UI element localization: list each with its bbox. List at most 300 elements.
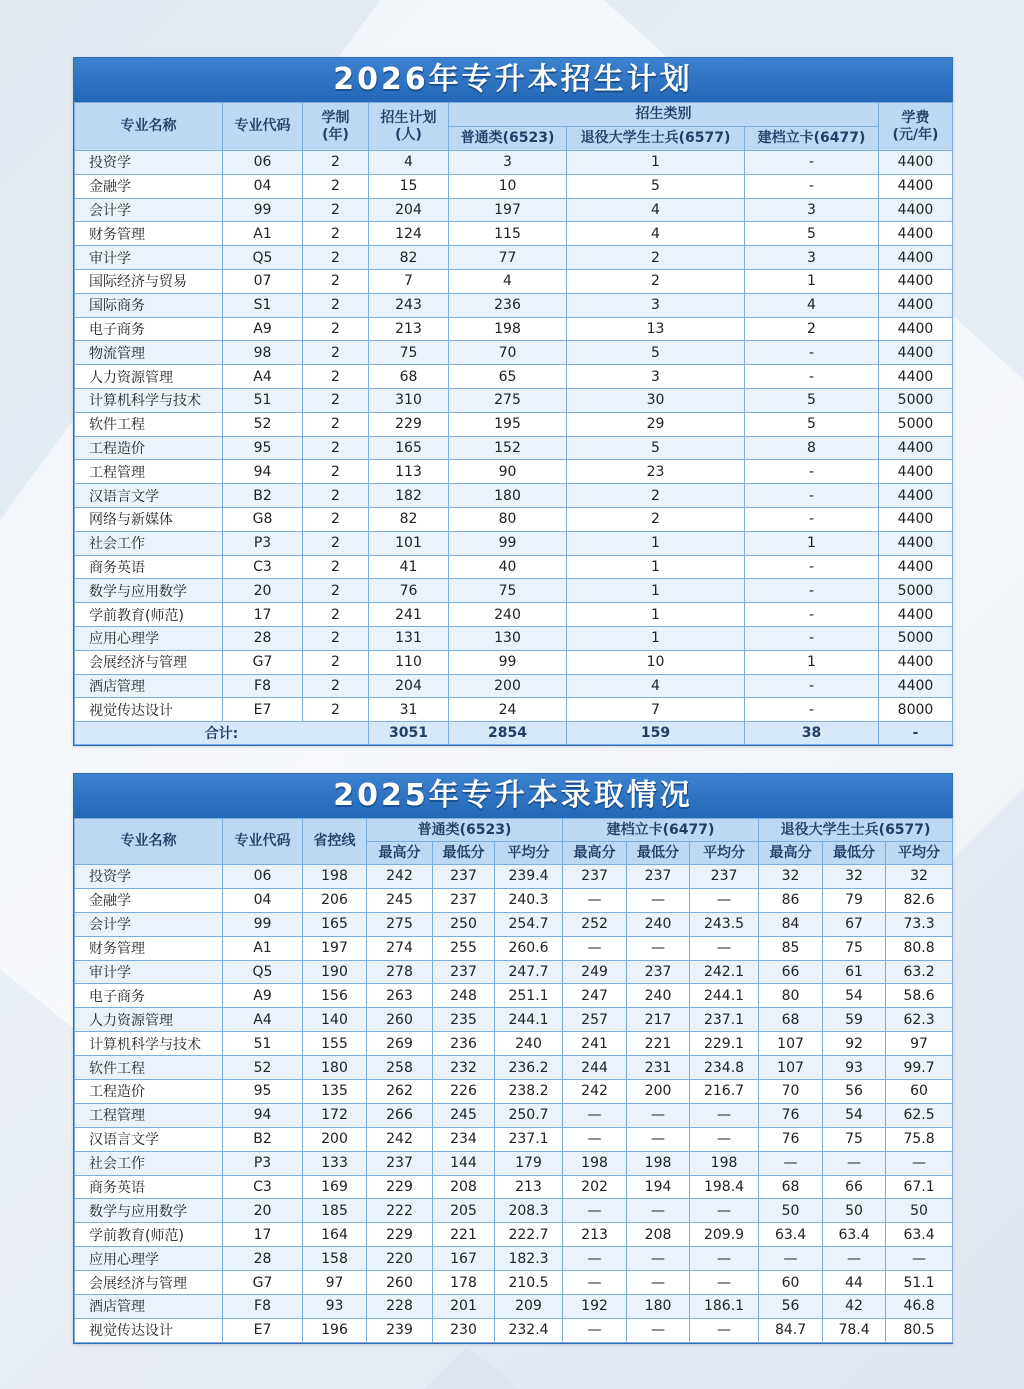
- cell-general: 115: [449, 222, 567, 246]
- cell-poverty-avg: 243.5: [690, 912, 759, 936]
- cell-general-avg: 179: [495, 1151, 563, 1175]
- table-row: [75, 317, 953, 341]
- cell-control-line: 190: [303, 960, 367, 984]
- cell-general-max: 220: [367, 1247, 433, 1271]
- cell-tuition: 4400: [879, 603, 953, 627]
- cell-control-line: 197: [303, 936, 367, 960]
- cell-major-code: S1: [223, 293, 303, 317]
- table-row: [75, 865, 953, 889]
- cell-veteran-min: 44: [823, 1271, 886, 1295]
- cell-poverty-min: —: [627, 936, 690, 960]
- cell-major-name: 财务管理: [75, 936, 223, 960]
- cell-veteran-max: 86: [759, 888, 823, 912]
- cell-quota: 229: [369, 412, 449, 436]
- cell-tuition: 4400: [879, 674, 953, 698]
- cell-veteran-avg: 32: [886, 865, 953, 889]
- cell-veteran-avg: 60: [886, 1080, 953, 1104]
- header-general: 普通类(6523): [367, 819, 563, 842]
- cell-veteran: 5: [567, 341, 745, 365]
- cell-quota: 310: [369, 388, 449, 412]
- cell-poverty-min: 240: [627, 912, 690, 936]
- cell-tuition: 4400: [879, 293, 953, 317]
- cell-poverty: 1: [745, 269, 879, 293]
- table-row: [75, 626, 953, 650]
- cell-veteran-avg: 80.5: [886, 1318, 953, 1342]
- cell-poverty-max: 257: [563, 1008, 627, 1032]
- cell-veteran: 2: [567, 507, 745, 531]
- cell-poverty-avg: —: [690, 936, 759, 960]
- table-row: [75, 484, 953, 508]
- cell-tuition: 5000: [879, 579, 953, 603]
- header-avg: 平均分: [495, 842, 563, 865]
- cell-veteran-min: 56: [823, 1080, 886, 1104]
- cell-general-min: 248: [433, 984, 495, 1008]
- total-quota: 3051: [369, 722, 449, 745]
- cell-poverty-avg: 237: [690, 865, 759, 889]
- cell-tuition: 4400: [879, 555, 953, 579]
- cell-veteran-min: 75: [823, 936, 886, 960]
- table-row: [75, 1223, 953, 1247]
- cell-general: 24: [449, 698, 567, 722]
- cell-veteran-max: 68: [759, 1008, 823, 1032]
- cell-control-line: 156: [303, 984, 367, 1008]
- cell-general: 180: [449, 484, 567, 508]
- table-row: [75, 436, 953, 460]
- cell-quota: 131: [369, 626, 449, 650]
- cell-general-max: 229: [367, 1175, 433, 1199]
- cell-poverty-avg: —: [690, 1103, 759, 1127]
- cell-major-code: Q5: [223, 246, 303, 270]
- cell-major-code: B2: [223, 1127, 303, 1151]
- cell-general-min: 255: [433, 936, 495, 960]
- cell-general-avg: 247.7: [495, 960, 563, 984]
- cell-major-code: A1: [223, 222, 303, 246]
- cell-general-min: 167: [433, 1247, 495, 1271]
- cell-poverty-max: 242: [563, 1080, 627, 1104]
- enrollment-plan-table: [74, 102, 953, 745]
- cell-general-avg: 240.3: [495, 888, 563, 912]
- cell-duration: 2: [303, 412, 369, 436]
- cell-veteran-avg: —: [886, 1247, 953, 1271]
- header-general: 普通类(6523): [449, 127, 567, 151]
- cell-poverty: 5: [745, 222, 879, 246]
- cell-major-name: 会展经济与管理: [75, 650, 223, 674]
- cell-poverty-max: —: [563, 1127, 627, 1151]
- cell-general-min: 205: [433, 1199, 495, 1223]
- cell-veteran-min: 66: [823, 1175, 886, 1199]
- cell-quota: 243: [369, 293, 449, 317]
- cell-general: 197: [449, 198, 567, 222]
- cell-duration: 2: [303, 365, 369, 389]
- cell-control-line: 158: [303, 1247, 367, 1271]
- cell-veteran-avg: 80.8: [886, 936, 953, 960]
- cell-major-name: 工程管理: [75, 460, 223, 484]
- cell-veteran-max: 76: [759, 1127, 823, 1151]
- header-category: 招生类别: [449, 103, 879, 127]
- header-max: 最高分: [759, 842, 823, 865]
- cell-control-line: 169: [303, 1175, 367, 1199]
- cell-major-code: 94: [223, 460, 303, 484]
- cell-general: 275: [449, 388, 567, 412]
- cell-veteran-avg: 58.6: [886, 984, 953, 1008]
- cell-duration: 2: [303, 341, 369, 365]
- cell-general: 195: [449, 412, 567, 436]
- cell-veteran-max: 84.7: [759, 1318, 823, 1342]
- cell-duration: 2: [303, 698, 369, 722]
- cell-general-min: 237: [433, 888, 495, 912]
- cell-poverty-min: 237: [627, 865, 690, 889]
- cell-poverty: -: [745, 555, 879, 579]
- cell-veteran: 7: [567, 698, 745, 722]
- cell-poverty-min: 217: [627, 1008, 690, 1032]
- cell-poverty-avg: —: [690, 1127, 759, 1151]
- cell-duration: 2: [303, 484, 369, 508]
- cell-major-name: 软件工程: [75, 412, 223, 436]
- cell-poverty-max: 237: [563, 865, 627, 889]
- cell-poverty-min: 221: [627, 1032, 690, 1056]
- cell-general: 3: [449, 151, 567, 175]
- cell-major-code: 04: [223, 174, 303, 198]
- cell-major-name: 汉语言文学: [75, 1127, 223, 1151]
- cell-poverty: 2: [745, 317, 879, 341]
- cell-general-min: 221: [433, 1223, 495, 1247]
- cell-poverty: -: [745, 174, 879, 198]
- cell-general-avg: 222.7: [495, 1223, 563, 1247]
- cell-poverty-min: 180: [627, 1295, 690, 1319]
- cell-poverty: 3: [745, 246, 879, 270]
- cell-veteran: 4: [567, 198, 745, 222]
- cell-major-code: E7: [223, 698, 303, 722]
- cell-general-min: 237: [433, 865, 495, 889]
- cell-general-max: 260: [367, 1008, 433, 1032]
- cell-quota: 41: [369, 555, 449, 579]
- table-row: [75, 650, 953, 674]
- cell-major-name: 金融学: [75, 174, 223, 198]
- cell-major-code: A9: [223, 317, 303, 341]
- cell-control-line: 164: [303, 1223, 367, 1247]
- cell-quota: 124: [369, 222, 449, 246]
- cell-general-max: 229: [367, 1223, 433, 1247]
- table-row: [75, 1175, 953, 1199]
- cell-poverty-max: 249: [563, 960, 627, 984]
- table-row: [75, 269, 953, 293]
- cell-general: 236: [449, 293, 567, 317]
- cell-general-max: 275: [367, 912, 433, 936]
- header-veteran: 退役大学生士兵(6577): [759, 819, 953, 842]
- cell-general-min: 208: [433, 1175, 495, 1199]
- cell-veteran-max: 56: [759, 1295, 823, 1319]
- cell-major-name: 投资学: [75, 151, 223, 175]
- cell-major-name: 计算机科学与技术: [75, 388, 223, 412]
- cell-veteran-avg: 51.1: [886, 1271, 953, 1295]
- cell-general-avg: 213: [495, 1175, 563, 1199]
- cell-control-line: 206: [303, 888, 367, 912]
- cell-general: 65: [449, 365, 567, 389]
- cell-major-name: 学前教育(师范): [75, 1223, 223, 1247]
- cell-poverty: -: [745, 674, 879, 698]
- header-min: 最低分: [433, 842, 495, 865]
- cell-major-code: F8: [223, 1295, 303, 1319]
- cell-veteran: 4: [567, 674, 745, 698]
- cell-general-max: 266: [367, 1103, 433, 1127]
- cell-duration: 2: [303, 317, 369, 341]
- cell-poverty-max: —: [563, 1271, 627, 1295]
- table-row: [75, 1103, 953, 1127]
- admission-results-table: [74, 818, 953, 1343]
- enrollment-plan-title: 2026年专升本招生计划: [74, 58, 952, 102]
- cell-major-code: Q5: [223, 960, 303, 984]
- cell-major-name: 国际商务: [75, 293, 223, 317]
- cell-duration: 2: [303, 626, 369, 650]
- cell-veteran: 3: [567, 293, 745, 317]
- cell-general: 99: [449, 650, 567, 674]
- cell-general-min: 245: [433, 1103, 495, 1127]
- cell-major-code: C3: [223, 1175, 303, 1199]
- cell-veteran-min: 42: [823, 1295, 886, 1319]
- cell-poverty-avg: —: [690, 1318, 759, 1342]
- cell-tuition: 5000: [879, 388, 953, 412]
- cell-veteran-min: 92: [823, 1032, 886, 1056]
- cell-duration: 2: [303, 650, 369, 674]
- cell-general-max: 239: [367, 1318, 433, 1342]
- cell-poverty: -: [745, 698, 879, 722]
- cell-general: 40: [449, 555, 567, 579]
- cell-control-line: 133: [303, 1151, 367, 1175]
- cell-duration: 2: [303, 293, 369, 317]
- cell-veteran-min: 93: [823, 1056, 886, 1080]
- cell-major-name: 财务管理: [75, 222, 223, 246]
- cell-poverty-avg: 198: [690, 1151, 759, 1175]
- cell-major-code: 51: [223, 1032, 303, 1056]
- table-row: [75, 936, 953, 960]
- total-veteran: 159: [567, 722, 745, 745]
- cell-veteran-min: 54: [823, 984, 886, 1008]
- cell-quota: 241: [369, 603, 449, 627]
- header-avg: 平均分: [690, 842, 759, 865]
- cell-major-name: 会计学: [75, 912, 223, 936]
- cell-major-code: F8: [223, 674, 303, 698]
- cell-veteran-max: 68: [759, 1175, 823, 1199]
- cell-poverty-min: 198: [627, 1151, 690, 1175]
- cell-major-name: 人力资源管理: [75, 365, 223, 389]
- cell-duration: 2: [303, 531, 369, 555]
- cell-major-name: 物流管理: [75, 341, 223, 365]
- cell-veteran-max: 84: [759, 912, 823, 936]
- cell-major-code: 52: [223, 1056, 303, 1080]
- cell-quota: 76: [369, 579, 449, 603]
- cell-tuition: 4400: [879, 222, 953, 246]
- cell-veteran: 2: [567, 269, 745, 293]
- cell-general-max: 278: [367, 960, 433, 984]
- cell-tuition: 4400: [879, 484, 953, 508]
- cell-major-name: 人力资源管理: [75, 1008, 223, 1032]
- cell-veteran-avg: 63.2: [886, 960, 953, 984]
- cell-general-max: 242: [367, 865, 433, 889]
- cell-control-line: 97: [303, 1271, 367, 1295]
- header-poverty: 建档立卡(6477): [745, 127, 879, 151]
- cell-duration: 2: [303, 436, 369, 460]
- cell-general-max: 258: [367, 1056, 433, 1080]
- cell-poverty-min: —: [627, 1199, 690, 1223]
- cell-poverty-avg: —: [690, 1199, 759, 1223]
- table-row: [75, 960, 953, 984]
- cell-general: 75: [449, 579, 567, 603]
- cell-veteran-max: —: [759, 1151, 823, 1175]
- cell-poverty-min: —: [627, 1271, 690, 1295]
- header-min: 最低分: [823, 842, 886, 865]
- cell-general-avg: 182.3: [495, 1247, 563, 1271]
- header-max: 最高分: [367, 842, 433, 865]
- cell-veteran-min: 78.4: [823, 1318, 886, 1342]
- cell-poverty-max: —: [563, 1318, 627, 1342]
- table-row: [75, 674, 953, 698]
- cell-general-min: 237: [433, 960, 495, 984]
- cell-veteran: 1: [567, 626, 745, 650]
- cell-general-max: 262: [367, 1080, 433, 1104]
- cell-major-code: 20: [223, 579, 303, 603]
- cell-major-code: G7: [223, 650, 303, 674]
- cell-quota: 31: [369, 698, 449, 722]
- admission-results-title: 2025年专升本录取情况: [74, 774, 952, 818]
- table-row: [75, 1080, 953, 1104]
- cell-veteran: 1: [567, 603, 745, 627]
- cell-poverty-max: —: [563, 1103, 627, 1127]
- cell-poverty-max: 244: [563, 1056, 627, 1080]
- cell-veteran-max: 66: [759, 960, 823, 984]
- header-duration: 学制 (年): [303, 103, 369, 151]
- cell-major-code: A1: [223, 936, 303, 960]
- cell-general: 152: [449, 436, 567, 460]
- cell-veteran: 1: [567, 555, 745, 579]
- cell-control-line: 185: [303, 1199, 367, 1223]
- cell-poverty: -: [745, 579, 879, 603]
- table-row: [75, 1008, 953, 1032]
- cell-quota: 204: [369, 674, 449, 698]
- cell-quota: 68: [369, 365, 449, 389]
- cell-general-max: 274: [367, 936, 433, 960]
- cell-veteran-max: 107: [759, 1032, 823, 1056]
- cell-major-name: 社会工作: [75, 531, 223, 555]
- cell-major-code: 06: [223, 865, 303, 889]
- cell-general-max: 222: [367, 1199, 433, 1223]
- cell-tuition: 4400: [879, 507, 953, 531]
- cell-poverty: 5: [745, 412, 879, 436]
- cell-general-max: 242: [367, 1127, 433, 1151]
- cell-poverty-min: —: [627, 1318, 690, 1342]
- cell-general-max: 269: [367, 1032, 433, 1056]
- cell-major-code: 17: [223, 603, 303, 627]
- cell-tuition: 4400: [879, 436, 953, 460]
- table-row: [75, 246, 953, 270]
- cell-poverty-avg: 237.1: [690, 1008, 759, 1032]
- cell-general: 240: [449, 603, 567, 627]
- cell-poverty: -: [745, 151, 879, 175]
- cell-poverty-avg: —: [690, 1247, 759, 1271]
- header-max: 最高分: [563, 842, 627, 865]
- table-row: [75, 531, 953, 555]
- cell-veteran-min: 79: [823, 888, 886, 912]
- cell-control-line: 140: [303, 1008, 367, 1032]
- cell-general-min: 232: [433, 1056, 495, 1080]
- cell-major-code: E7: [223, 1318, 303, 1342]
- cell-poverty: 4: [745, 293, 879, 317]
- cell-major-code: 94: [223, 1103, 303, 1127]
- table-row: [75, 293, 953, 317]
- cell-veteran-avg: 99.7: [886, 1056, 953, 1080]
- header-major-code: 专业代码: [223, 103, 303, 151]
- cell-quota: 204: [369, 198, 449, 222]
- cell-major-name: 社会工作: [75, 1151, 223, 1175]
- cell-poverty: 3: [745, 198, 879, 222]
- cell-quota: 182: [369, 484, 449, 508]
- cell-major-code: 52: [223, 412, 303, 436]
- cell-general: 4: [449, 269, 567, 293]
- table-row: [75, 984, 953, 1008]
- cell-general: 70: [449, 341, 567, 365]
- cell-major-name: 国际经济与贸易: [75, 269, 223, 293]
- cell-control-line: 198: [303, 865, 367, 889]
- cell-general: 90: [449, 460, 567, 484]
- cell-poverty: -: [745, 626, 879, 650]
- cell-general-avg: 236.2: [495, 1056, 563, 1080]
- cell-quota: 113: [369, 460, 449, 484]
- cell-poverty-avg: 198.4: [690, 1175, 759, 1199]
- cell-major-code: P3: [223, 1151, 303, 1175]
- table-row: [75, 460, 953, 484]
- header-veteran: 退役大学生士兵(6577): [567, 127, 745, 151]
- cell-veteran-avg: 62.5: [886, 1103, 953, 1127]
- cell-general-avg: 244.1: [495, 1008, 563, 1032]
- cell-veteran-max: 80: [759, 984, 823, 1008]
- cell-major-name: 酒店管理: [75, 1295, 223, 1319]
- total-general: 2854: [449, 722, 567, 745]
- cell-poverty-min: 194: [627, 1175, 690, 1199]
- total-label: 合计:: [75, 722, 369, 745]
- cell-poverty: 5: [745, 388, 879, 412]
- table-row: [75, 412, 953, 436]
- cell-major-name: 计算机科学与技术: [75, 1032, 223, 1056]
- cell-major-code: B2: [223, 484, 303, 508]
- table-row: [75, 1056, 953, 1080]
- cell-veteran-avg: 67.1: [886, 1175, 953, 1199]
- cell-quota: 101: [369, 531, 449, 555]
- cell-veteran-avg: 50: [886, 1199, 953, 1223]
- cell-veteran-avg: 62.3: [886, 1008, 953, 1032]
- table-row: [75, 151, 953, 175]
- cell-veteran-min: 59: [823, 1008, 886, 1032]
- cell-veteran-min: —: [823, 1247, 886, 1271]
- cell-tuition: 5000: [879, 412, 953, 436]
- table-row: [75, 1127, 953, 1151]
- cell-major-name: 网络与新媒体: [75, 507, 223, 531]
- header-control-line: 省控线: [303, 819, 367, 865]
- cell-poverty: -: [745, 341, 879, 365]
- cell-duration: 2: [303, 174, 369, 198]
- cell-poverty-avg: 216.7: [690, 1080, 759, 1104]
- cell-veteran-min: 63.4: [823, 1223, 886, 1247]
- cell-poverty-max: 241: [563, 1032, 627, 1056]
- cell-quota: 7: [369, 269, 449, 293]
- cell-control-line: 165: [303, 912, 367, 936]
- cell-general-max: 260: [367, 1271, 433, 1295]
- cell-poverty-avg: 234.8: [690, 1056, 759, 1080]
- cell-major-name: 学前教育(师范): [75, 603, 223, 627]
- cell-veteran: 10: [567, 650, 745, 674]
- cell-general-max: 263: [367, 984, 433, 1008]
- cell-poverty-max: 202: [563, 1175, 627, 1199]
- cell-general-avg: 254.7: [495, 912, 563, 936]
- cell-veteran: 5: [567, 174, 745, 198]
